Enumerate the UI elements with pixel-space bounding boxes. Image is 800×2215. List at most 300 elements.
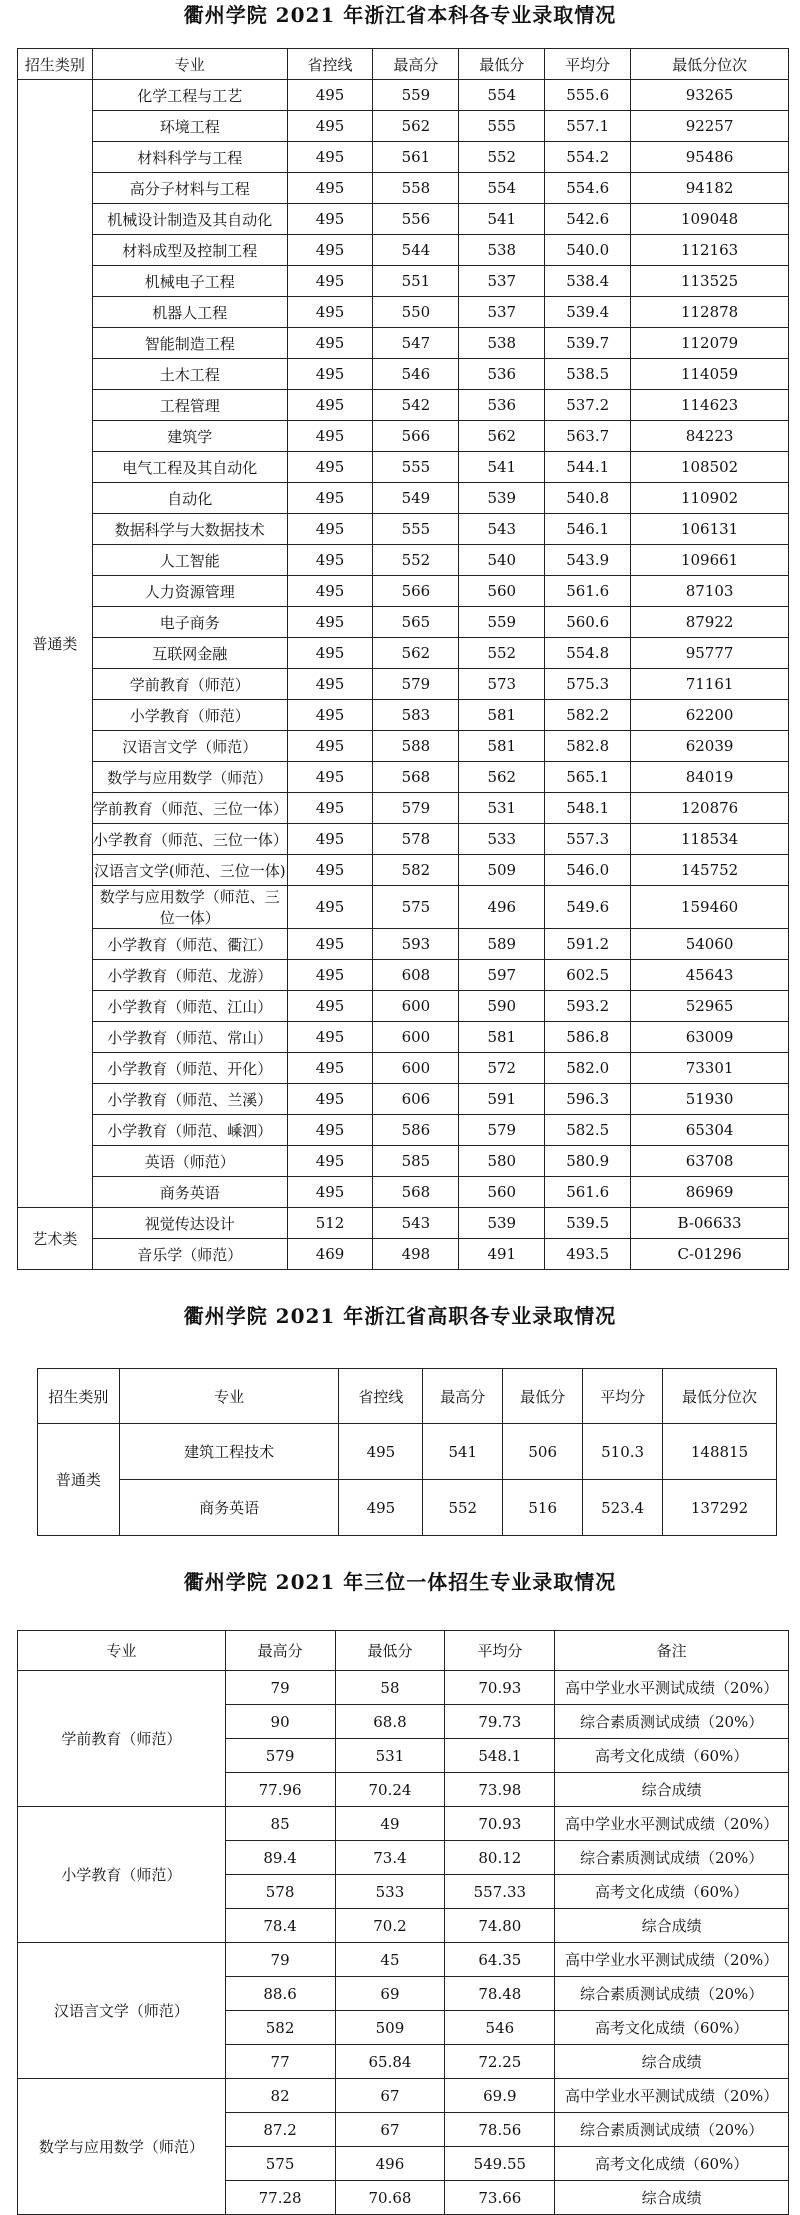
table-row	[18, 111, 789, 142]
column-header: 最低分位次	[631, 49, 789, 80]
value-cell: 560	[459, 1177, 545, 1208]
value-cell: 148815	[663, 1424, 777, 1480]
major-cell: 小学教育（师范、兰溪）	[92, 1084, 287, 1115]
value-cell: 495	[287, 960, 373, 991]
value-cell: 582.8	[545, 731, 631, 762]
value-cell: 559	[373, 80, 459, 111]
value-cell: 593	[373, 929, 459, 960]
value-cell: 549	[373, 483, 459, 514]
column-header: 平均分	[583, 1369, 663, 1424]
value-cell: 495	[287, 669, 373, 700]
value-cell: 88.6	[225, 1977, 335, 2011]
value-cell: 588	[373, 731, 459, 762]
value-cell: 495	[287, 793, 373, 824]
table3-header-row	[18, 1631, 789, 1671]
value-cell: 509	[335, 2011, 445, 2045]
major-cell: 材料成型及控制工程	[92, 235, 287, 266]
value-cell: 600	[373, 1053, 459, 1084]
value-cell: 579	[225, 1739, 335, 1773]
value-cell: 550	[373, 297, 459, 328]
table-row	[18, 1807, 789, 1841]
value-cell: 533	[459, 824, 545, 855]
value-cell: 554.6	[545, 173, 631, 204]
value-cell: 495	[287, 886, 373, 929]
value-cell: 562	[373, 111, 459, 142]
column-header: 省控线	[287, 49, 373, 80]
value-cell: 506	[503, 1424, 583, 1480]
value-cell: 113525	[631, 266, 789, 297]
value-cell: 93265	[631, 80, 789, 111]
value-cell: 73.98	[445, 1773, 555, 1807]
value-cell: 566	[373, 576, 459, 607]
value-cell: 546.0	[545, 855, 631, 886]
value-cell: 108502	[631, 452, 789, 483]
value-cell: 495	[287, 266, 373, 297]
value-cell: 495	[287, 700, 373, 731]
value-cell: 540.8	[545, 483, 631, 514]
column-header: 专业	[119, 1369, 339, 1424]
major-cell: 互联网金融	[92, 638, 287, 669]
major-cell: 人工智能	[92, 545, 287, 576]
value-cell: 557.3	[545, 824, 631, 855]
value-cell: 539.5	[545, 1208, 631, 1239]
value-cell: 73.4	[335, 1841, 445, 1875]
value-cell: 495	[287, 452, 373, 483]
value-cell: 491	[459, 1239, 545, 1270]
value-cell: 512	[287, 1208, 373, 1239]
major-cell: 建筑学	[92, 421, 287, 452]
value-cell: 555	[373, 452, 459, 483]
value-cell: 51930	[631, 1084, 789, 1115]
value-cell: 561.6	[545, 1177, 631, 1208]
value-cell: 531	[335, 1739, 445, 1773]
value-cell: 606	[373, 1084, 459, 1115]
major-cell: 学前教育（师范、三位一体）	[92, 793, 287, 824]
value-cell: 602.5	[545, 960, 631, 991]
major-cell: 建筑工程技术	[119, 1424, 339, 1480]
value-cell: 540.0	[545, 235, 631, 266]
value-cell: 112079	[631, 328, 789, 359]
major-cell: 数据科学与大数据技术	[92, 514, 287, 545]
table-row	[18, 855, 789, 886]
category-cell: 普通类	[18, 80, 93, 1208]
value-cell: 510.3	[583, 1424, 663, 1480]
value-cell: 575	[225, 2147, 335, 2181]
value-cell: 84223	[631, 421, 789, 452]
value-cell: 542.6	[545, 204, 631, 235]
table-row	[18, 328, 789, 359]
value-cell: 552	[423, 1480, 503, 1536]
value-cell: 496	[335, 2147, 445, 2181]
table-row	[18, 1146, 789, 1177]
table-row	[38, 1480, 777, 1536]
column-header: 省控线	[339, 1369, 423, 1424]
major-cell: 环境工程	[92, 111, 287, 142]
value-cell: 495	[287, 514, 373, 545]
value-cell: 544	[373, 235, 459, 266]
value-cell: 556	[373, 204, 459, 235]
vocational-admission-table	[37, 1368, 777, 1536]
value-cell: 79	[225, 1943, 335, 1977]
major-cell: 机械设计制造及其自动化	[92, 204, 287, 235]
value-cell: 78.48	[445, 1977, 555, 2011]
table-row	[18, 483, 789, 514]
value-cell: 498	[373, 1239, 459, 1270]
major-cell: 学前教育（师范）	[18, 1671, 226, 1807]
table-row	[18, 359, 789, 390]
major-cell: 数学与应用数学（师范、三位一体）	[92, 886, 287, 929]
remark-cell: 高考文化成绩（60%）	[555, 2147, 789, 2181]
value-cell: 554.8	[545, 638, 631, 669]
remark-cell: 综合成绩	[555, 2181, 789, 2215]
value-cell: 565	[373, 607, 459, 638]
value-cell: 70.93	[445, 1807, 555, 1841]
table-row	[18, 1671, 789, 1705]
value-cell: 73301	[631, 1053, 789, 1084]
value-cell: 548.1	[445, 1739, 555, 1773]
value-cell: 583	[373, 700, 459, 731]
value-cell: 582.5	[545, 1115, 631, 1146]
remark-cell: 综合成绩	[555, 2045, 789, 2079]
major-cell: 机械电子工程	[92, 266, 287, 297]
value-cell: 563.7	[545, 421, 631, 452]
value-cell: 112878	[631, 297, 789, 328]
remark-cell: 综合成绩	[555, 1909, 789, 1943]
value-cell: 559	[459, 607, 545, 638]
value-cell: 533	[335, 1875, 445, 1909]
major-cell: 学前教育（师范）	[92, 669, 287, 700]
remark-cell: 高中学业水平测试成绩（20%）	[555, 2079, 789, 2113]
value-cell: 109661	[631, 545, 789, 576]
undergrad-admission-table	[17, 48, 789, 1270]
value-cell: 568	[373, 1177, 459, 1208]
table-row	[18, 1053, 789, 1084]
value-cell: 557.33	[445, 1875, 555, 1909]
value-cell: 68.8	[335, 1705, 445, 1739]
value-cell: 565.1	[545, 762, 631, 793]
value-cell: 495	[287, 638, 373, 669]
remark-cell: 高中学业水平测试成绩（20%）	[555, 1943, 789, 1977]
table-row	[18, 638, 789, 669]
value-cell: 495	[287, 545, 373, 576]
value-cell: 509	[459, 855, 545, 886]
value-cell: 552	[459, 638, 545, 669]
value-cell: 73.66	[445, 2181, 555, 2215]
value-cell: 495	[287, 142, 373, 173]
major-cell: 汉语言文学（师范）	[18, 1943, 226, 2079]
value-cell: 145752	[631, 855, 789, 886]
remark-cell: 高中学业水平测试成绩（20%）	[555, 1807, 789, 1841]
value-cell: 539.7	[545, 328, 631, 359]
major-cell: 小学教育（师范、嵊泗）	[92, 1115, 287, 1146]
value-cell: 578	[373, 824, 459, 855]
value-cell: 493.5	[545, 1239, 631, 1270]
major-cell: 汉语言文学（师范）	[92, 731, 287, 762]
column-header: 招生类别	[38, 1369, 120, 1424]
value-cell: 582.0	[545, 1053, 631, 1084]
category-cell: 艺术类	[18, 1208, 93, 1270]
value-cell: 593.2	[545, 991, 631, 1022]
value-cell: 572	[459, 1053, 545, 1084]
value-cell: 554	[459, 80, 545, 111]
value-cell: 70.68	[335, 2181, 445, 2215]
major-cell: 工程管理	[92, 390, 287, 421]
table-row	[18, 762, 789, 793]
value-cell: 543.9	[545, 545, 631, 576]
value-cell: 531	[459, 793, 545, 824]
value-cell: 495	[287, 80, 373, 111]
value-cell: 495	[287, 421, 373, 452]
value-cell: 495	[287, 576, 373, 607]
value-cell: 579	[373, 669, 459, 700]
value-cell: 600	[373, 1022, 459, 1053]
major-cell: 汉语言文学(师范、三位一体)	[92, 855, 287, 886]
value-cell: 159460	[631, 886, 789, 929]
value-cell: 495	[287, 1084, 373, 1115]
value-cell: 591	[459, 1084, 545, 1115]
value-cell: 581	[459, 1022, 545, 1053]
remark-cell: 高中学业水平测试成绩（20%）	[555, 1671, 789, 1705]
value-cell: 548.1	[545, 793, 631, 824]
value-cell: 120876	[631, 793, 789, 824]
value-cell: 546	[445, 2011, 555, 2045]
value-cell: 546.1	[545, 514, 631, 545]
value-cell: 77.96	[225, 1773, 335, 1807]
value-cell: C-01296	[631, 1239, 789, 1270]
table-row	[18, 960, 789, 991]
value-cell: 67	[335, 2113, 445, 2147]
value-cell: 591.2	[545, 929, 631, 960]
major-cell: 小学教育（师范、三位一体）	[92, 824, 287, 855]
table-row	[18, 1943, 789, 1977]
value-cell: 70.93	[445, 1671, 555, 1705]
value-cell: 64.35	[445, 1943, 555, 1977]
value-cell: 87103	[631, 576, 789, 607]
value-cell: 78.56	[445, 2113, 555, 2147]
value-cell: 495	[287, 731, 373, 762]
column-header: 最低分	[459, 49, 545, 80]
table-row	[18, 2079, 789, 2113]
column-header: 专业	[18, 1631, 226, 1671]
value-cell: 70.24	[335, 1773, 445, 1807]
value-cell: 586.8	[545, 1022, 631, 1053]
value-cell: 539	[459, 1208, 545, 1239]
table-row	[18, 1022, 789, 1053]
table-row	[18, 1115, 789, 1146]
major-cell: 小学教育（师范、龙游）	[92, 960, 287, 991]
value-cell: 495	[287, 173, 373, 204]
value-cell: 496	[459, 886, 545, 929]
value-cell: 80.12	[445, 1841, 555, 1875]
table-row	[18, 991, 789, 1022]
column-header: 最低分位次	[663, 1369, 777, 1424]
value-cell: 85	[225, 1807, 335, 1841]
major-cell: 电子商务	[92, 607, 287, 638]
table-row	[18, 1208, 789, 1239]
value-cell: 543	[373, 1208, 459, 1239]
value-cell: 573	[459, 669, 545, 700]
major-cell: 机器人工程	[92, 297, 287, 328]
value-cell: 558	[373, 173, 459, 204]
value-cell: 49	[335, 1807, 445, 1841]
table-row	[18, 1177, 789, 1208]
value-cell: 516	[503, 1480, 583, 1536]
value-cell: 537	[459, 266, 545, 297]
value-cell: 74.80	[445, 1909, 555, 1943]
table-row	[18, 266, 789, 297]
value-cell: 523.4	[583, 1480, 663, 1536]
value-cell: 546	[373, 359, 459, 390]
column-header: 招生类别	[18, 49, 93, 80]
remark-cell: 高考文化成绩（60%）	[555, 2011, 789, 2045]
table-row	[18, 607, 789, 638]
value-cell: 62039	[631, 731, 789, 762]
value-cell: 555	[459, 111, 545, 142]
major-cell: 小学教育（师范、开化）	[92, 1053, 287, 1084]
value-cell: 560.6	[545, 607, 631, 638]
value-cell: 549.6	[545, 886, 631, 929]
value-cell: 561	[373, 142, 459, 173]
value-cell: 557.1	[545, 111, 631, 142]
column-header: 专业	[92, 49, 287, 80]
table-row	[18, 1084, 789, 1115]
value-cell: 52965	[631, 991, 789, 1022]
value-cell: 78.4	[225, 1909, 335, 1943]
value-cell: 70.2	[335, 1909, 445, 1943]
value-cell: 495	[287, 824, 373, 855]
major-cell: 自动化	[92, 483, 287, 514]
column-header: 平均分	[545, 49, 631, 80]
value-cell: 541	[459, 204, 545, 235]
table-row	[18, 204, 789, 235]
value-cell: 495	[287, 483, 373, 514]
column-header: 平均分	[445, 1631, 555, 1671]
value-cell: 82	[225, 2079, 335, 2113]
major-cell: 高分子材料与工程	[92, 173, 287, 204]
value-cell: 495	[287, 1177, 373, 1208]
table3-title: 衢州学院 2021 年三位一体招生专业录取情况	[183, 1570, 617, 1594]
value-cell: 65.84	[335, 2045, 445, 2079]
value-cell: 495	[287, 297, 373, 328]
value-cell: 77.28	[225, 2181, 335, 2215]
value-cell: 581	[459, 731, 545, 762]
value-cell: 77	[225, 2045, 335, 2079]
value-cell: 538.4	[545, 266, 631, 297]
value-cell: 495	[287, 390, 373, 421]
value-cell: 589	[459, 929, 545, 960]
value-cell: 547	[373, 328, 459, 359]
value-cell: 79.73	[445, 1705, 555, 1739]
value-cell: 495	[287, 204, 373, 235]
table-row	[18, 824, 789, 855]
value-cell: 86969	[631, 1177, 789, 1208]
table-row	[18, 576, 789, 607]
value-cell: 45643	[631, 960, 789, 991]
major-cell: 商务英语	[92, 1177, 287, 1208]
value-cell: 549.55	[445, 2147, 555, 2181]
major-cell: 数学与应用数学（师范）	[92, 762, 287, 793]
value-cell: 539.4	[545, 297, 631, 328]
value-cell: 69	[335, 1977, 445, 2011]
column-header: 最低分	[335, 1631, 445, 1671]
value-cell: 538.5	[545, 359, 631, 390]
table-row	[18, 390, 789, 421]
major-cell: 小学教育（师范）	[92, 700, 287, 731]
value-cell: 562	[459, 762, 545, 793]
remark-cell: 综合成绩	[555, 1773, 789, 1807]
value-cell: 582	[373, 855, 459, 886]
value-cell: 495	[287, 762, 373, 793]
value-cell: 538	[459, 328, 545, 359]
value-cell: 562	[373, 638, 459, 669]
value-cell: 63009	[631, 1022, 789, 1053]
value-cell: 58	[335, 1671, 445, 1705]
value-cell: 562	[459, 421, 545, 452]
table-row	[18, 669, 789, 700]
value-cell: 537.2	[545, 390, 631, 421]
value-cell: 540	[459, 545, 545, 576]
table1-title: 衢州学院 2021 年浙江省本科各专业录取情况	[183, 3, 617, 27]
table-row	[18, 514, 789, 545]
value-cell: 469	[287, 1239, 373, 1270]
value-cell: 495	[287, 1022, 373, 1053]
table-row	[18, 700, 789, 731]
major-cell: 化学工程与工艺	[92, 80, 287, 111]
remark-cell: 综合素质测试成绩（20%）	[555, 1977, 789, 2011]
value-cell: 495	[339, 1480, 423, 1536]
value-cell: 71161	[631, 669, 789, 700]
value-cell: 54060	[631, 929, 789, 960]
major-cell: 小学教育（师范）	[18, 1807, 226, 1943]
table-row	[18, 452, 789, 483]
value-cell: 560	[459, 576, 545, 607]
column-header: 最低分	[503, 1369, 583, 1424]
remark-cell: 综合素质测试成绩（20%）	[555, 1705, 789, 1739]
value-cell: 92257	[631, 111, 789, 142]
value-cell: 541	[423, 1424, 503, 1480]
value-cell: 84019	[631, 762, 789, 793]
table-row	[18, 421, 789, 452]
value-cell: 87922	[631, 607, 789, 638]
value-cell: 582.2	[545, 700, 631, 731]
value-cell: 580.9	[545, 1146, 631, 1177]
major-cell: 音乐学（师范）	[92, 1239, 287, 1270]
value-cell: 495	[287, 111, 373, 142]
value-cell: 114059	[631, 359, 789, 390]
value-cell: 554.2	[545, 142, 631, 173]
value-cell: 575	[373, 886, 459, 929]
value-cell: 95777	[631, 638, 789, 669]
value-cell: B-06633	[631, 1208, 789, 1239]
major-cell: 人力资源管理	[92, 576, 287, 607]
value-cell: 555.6	[545, 80, 631, 111]
remark-cell: 高考文化成绩（60%）	[555, 1739, 789, 1773]
value-cell: 566	[373, 421, 459, 452]
table1-header-row	[18, 49, 789, 80]
table-row	[18, 1239, 789, 1270]
value-cell: 552	[459, 142, 545, 173]
value-cell: 579	[373, 793, 459, 824]
value-cell: 495	[287, 328, 373, 359]
value-cell: 63708	[631, 1146, 789, 1177]
table-row	[18, 545, 789, 576]
value-cell: 580	[459, 1146, 545, 1177]
value-cell: 585	[373, 1146, 459, 1177]
value-cell: 495	[287, 359, 373, 390]
table-row	[18, 731, 789, 762]
value-cell: 543	[459, 514, 545, 545]
major-cell: 土木工程	[92, 359, 287, 390]
